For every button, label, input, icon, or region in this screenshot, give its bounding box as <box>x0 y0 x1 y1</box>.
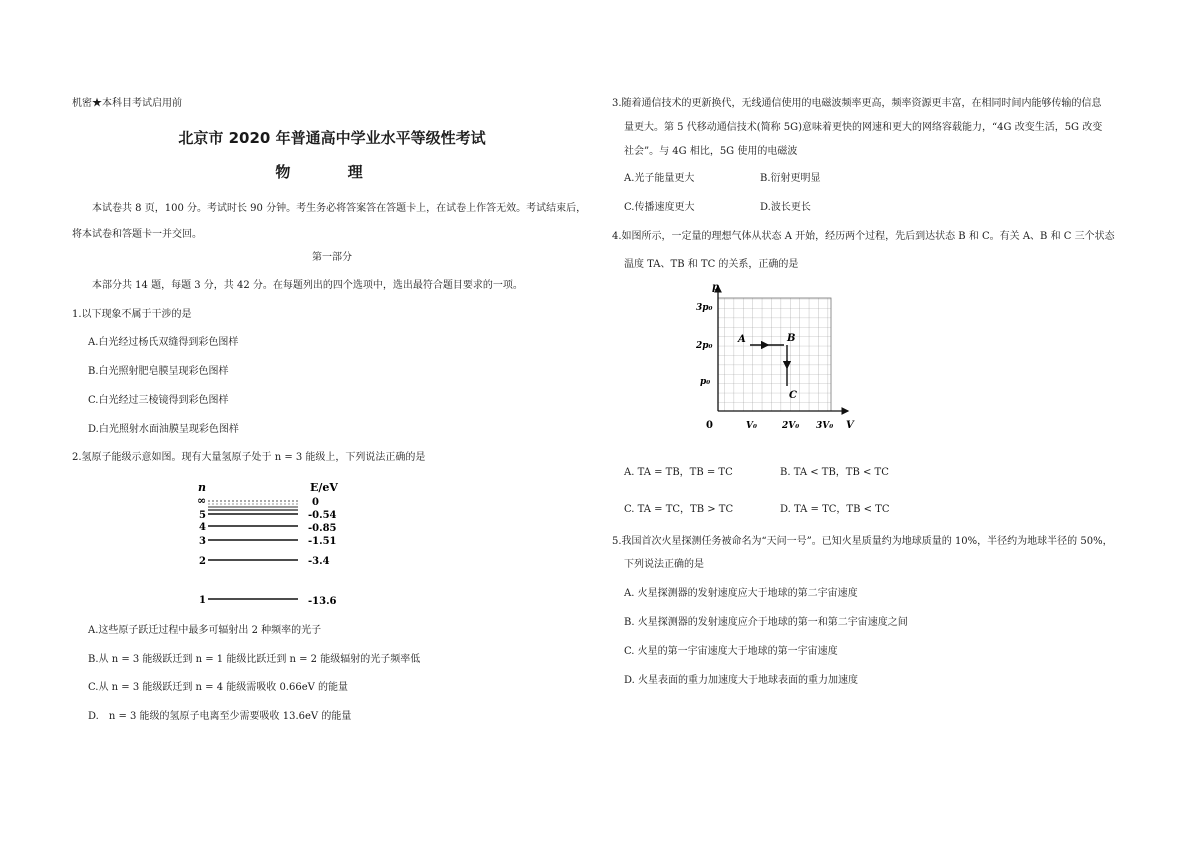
q5-stem-line-2: 下列说法正确的是 <box>624 559 704 570</box>
q3-option-c: C.传播速度更大 <box>624 202 695 213</box>
level-e-3: -1.51 <box>308 536 337 547</box>
q4-option-d: D. TA = TC，TB < TC <box>780 504 890 515</box>
part-instructions: 本部分共 14 题，每题 3 分，共 42 分。在每题列出的四个选项中，选出最符合题目要求的一项。 <box>92 280 523 291</box>
level-n-4: 4 <box>199 522 206 533</box>
q2-stem: 2.氢原子能级示意如图。现有大量氢原子处于 n = 3 能级上，下列说法正确的是 <box>72 452 426 463</box>
q3-option-d: D.波长更长 <box>760 202 811 213</box>
instructions: 本试卷共 8 页，100 分。考试时长 90 分钟。考生务必将答案答在答题卡上，在试卷上作答无效。考试结束后，将本试卷和答题卡一并交回。 <box>72 203 587 240</box>
level-e-inf: 0 <box>312 497 319 508</box>
q1-stem: 1.以下现象不属于干涉的是 <box>72 309 192 320</box>
q4-option-b: B. TA < TB，TB < TC <box>780 467 889 478</box>
x-tick-v0: V₀ <box>746 421 757 431</box>
point-c-label: C <box>789 390 797 401</box>
level-n-2: 2 <box>199 556 206 567</box>
q5-option-c: C. 火星的第一宇宙速度大于地球的第一宇宙速度 <box>624 646 838 657</box>
q2-option-a: A.这些原子跃迁过程中最多可辐射出 2 种频率的光子 <box>88 625 322 636</box>
graph-grid <box>718 298 831 411</box>
q5-option-d: D. 火星表面的重力加速度大于地球表面的重力加速度 <box>624 675 859 686</box>
q2-option-b: B.从 n = 3 能级跃迁到 n = 1 能级比跃迁到 n = 2 能级辐射的光子频率低 <box>88 654 421 665</box>
q1-option-d: D.白光照射水面油膜呈现彩色图样 <box>88 424 239 435</box>
exam-title: 北京市 2020 年普通高中学业水平等级性考试 <box>178 129 486 147</box>
level-n-5: 5 <box>199 510 206 521</box>
x-tick-3v0: 3V₀ <box>816 421 834 431</box>
pv-graph <box>696 280 866 436</box>
p-axis-label: p <box>712 282 719 293</box>
q3-stem-line-1: 3.随着通信技术的更新换代，无线通信使用的电磁波频率更高，频率资源更丰富，在相同时间内能够传输的信息 <box>612 98 1102 109</box>
origin-label: 0 <box>706 420 713 431</box>
q3-option-a: A.光子能量更大 <box>624 173 695 184</box>
q5-option-a: A. 火星探测器的发射速度应大于地球的第二宇宙速度 <box>624 588 858 599</box>
level-e-2: -3.4 <box>308 556 330 567</box>
q4-stem-line-2: 温度 TA、TB 和 TC 的关系，正确的是 <box>624 259 799 270</box>
level-e-4: -0.85 <box>308 523 337 534</box>
q5-stem-line-1: 5.我国首次火星探测任务被命名为“天问一号”。已知火星质量约为地球质量的 10%，半径约为地球半径的 50%， <box>612 536 1113 547</box>
level-n-3: 3 <box>199 536 206 547</box>
energy-level-diagram <box>192 478 372 610</box>
subject-title: 物 理 <box>275 163 389 181</box>
n-axis-label: n <box>198 481 206 494</box>
y-tick-3p0: 3p₀ <box>696 303 713 313</box>
q5-option-b: B. 火星探测器的发射速度应介于地球的第一和第二宇宙速度之间 <box>624 617 908 628</box>
level-e-1: -13.6 <box>308 596 337 607</box>
point-a-label: A <box>738 334 746 345</box>
energy-axis-label: E/eV <box>310 481 338 494</box>
y-tick-p0: p₀ <box>700 377 711 387</box>
x-tick-2v0: 2V₀ <box>782 421 800 431</box>
part-title: 第一部分 <box>312 252 352 263</box>
q4-option-c: C. TA = TC，TB > TC <box>624 504 734 515</box>
q2-option-c: C.从 n = 3 能级跃迁到 n = 4 能级需吸收 0.66eV 的能量 <box>88 682 349 693</box>
q3-stem-line-2: 量更大。第 5 代移动通信技术(简称 5G)意味着更快的网速和更大的网络容载能力，“4G 改变生活，5G 改变 <box>624 122 1103 133</box>
v-axis-label: V <box>846 420 854 431</box>
q1-option-a: A.白光经过杨氏双缝得到彩色图样 <box>88 337 239 348</box>
q3-option-b: B.衍射更明显 <box>760 173 821 184</box>
level-n-inf: ∞ <box>197 494 207 507</box>
q4-option-a: A. TA = TB，TB = TC <box>624 467 733 478</box>
point-b-label: B <box>787 333 796 344</box>
q2-option-d: D. n = 3 能级的氢原子电离至少需要吸收 13.6eV 的能量 <box>88 711 352 722</box>
y-tick-2p0: 2p₀ <box>696 341 713 351</box>
level-n-1: 1 <box>199 595 206 606</box>
q1-option-b: B.白光照射肥皂膜呈现彩色图样 <box>88 366 229 377</box>
confidential-note: 机密★本科目考试启用前 <box>72 98 182 109</box>
level-e-5: -0.54 <box>308 510 337 521</box>
q4-stem-line-1: 4.如图所示，一定量的理想气体从状态 A 开始，经历两个过程，先后到达状态 B 和 C。有关 A、B 和 C 三个状态 <box>612 231 1115 242</box>
q3-stem-line-3: 社会”。与 4G 相比，5G 使用的电磁波 <box>624 146 798 157</box>
q1-option-c: C.白光经过三棱镜得到彩色图样 <box>88 395 229 406</box>
